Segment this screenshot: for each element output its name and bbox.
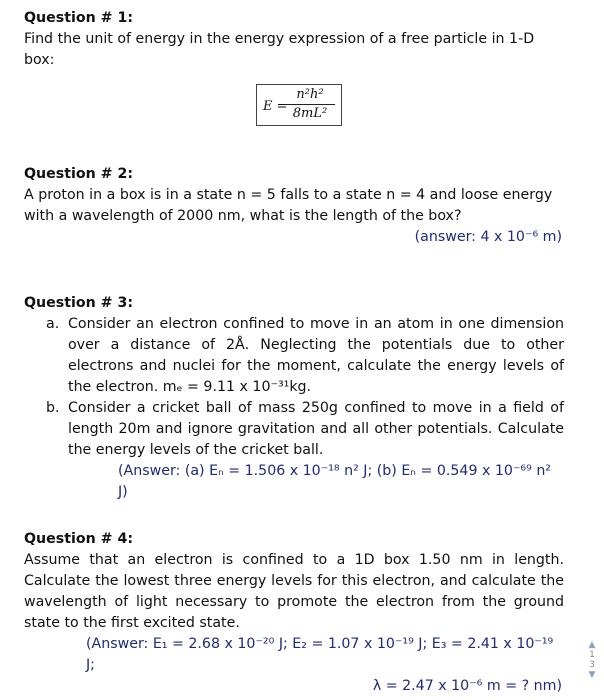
- question-4-answer-line-2: λ = 2.47 x 10⁻⁶ m = ? nm): [372, 678, 562, 694]
- question-1-title: Question # 1:: [24, 10, 134, 26]
- question-4-answer-line-1: (Answer: E₁ = 2.68 x 10⁻²⁰ J; E₂ = 1.07 x 10⁻¹⁹ J; E₃ = 2.41 x 10⁻¹⁹ J;: [86, 636, 554, 673]
- question-3-answer: (Answer: (a) Eₙ = 1.506 x 10⁻¹⁸ n² J; (b) Eₙ = 0.549 x 10⁻⁶⁹ n² J): [118, 463, 551, 500]
- page-down-icon[interactable]: ▼: [588, 670, 596, 680]
- question-2-text: A proton in a box is in a state n = 5 falls to a state n = 4 and loose energy with a wavelength of 2000 nm, what is the length of the box?: [24, 187, 553, 224]
- energy-equation: [256, 84, 342, 126]
- page-up-icon[interactable]: ▲: [588, 640, 596, 650]
- question-3-part-b: [24, 398, 564, 461]
- question-4-text: Assume that an electron is confined to a 1D box 1.50 nm in length. Calculate the lowest three energy levels for this electron, and calculate the wavelength of light necessary to promote the electron from the ground state to the first excited state.: [24, 552, 564, 631]
- total-pages: 3: [589, 660, 595, 670]
- part-text: Consider a cricket ball of mass 250g confined to move in a field of length 20m and ignore gravitation and all other potentials. Calculate the energy levels of the cricket ball.: [68, 400, 564, 458]
- question-4-title: Question # 4:: [24, 531, 134, 547]
- part-marker: a.: [46, 316, 60, 332]
- equation-numerator: n²h²: [285, 87, 335, 105]
- question-2-answer: (answer: 4 x 10⁻⁶ m): [414, 229, 562, 245]
- question-3-part-a: [24, 314, 564, 398]
- page-navigator: [586, 640, 598, 696]
- question-2-title: Question # 2:: [24, 166, 134, 182]
- question-3-parts: [24, 314, 564, 461]
- equation-lhs: E =: [263, 99, 288, 114]
- question-3: [24, 293, 564, 503]
- part-text: Consider an electron confined to move in an atom in one dimension over a distance of 2Å. Neglecting the potentials due to other electrons and nuclei for the moment, calculate the energy levels of the electron. mₑ = 9.11 x 10⁻³¹kg.: [68, 316, 564, 395]
- current-page: 1: [589, 650, 595, 660]
- equation-denominator: 8mL²: [292, 106, 328, 121]
- question-4: [24, 529, 564, 697]
- question-3-title: Question # 3:: [24, 295, 134, 311]
- part-marker: b.: [46, 400, 60, 416]
- question-2: [24, 164, 564, 248]
- equation-fraction: [285, 87, 335, 122]
- question-1-text: Find the unit of energy in the energy expression of a free particle in 1-D box:: [24, 31, 535, 68]
- question-1: [24, 8, 564, 121]
